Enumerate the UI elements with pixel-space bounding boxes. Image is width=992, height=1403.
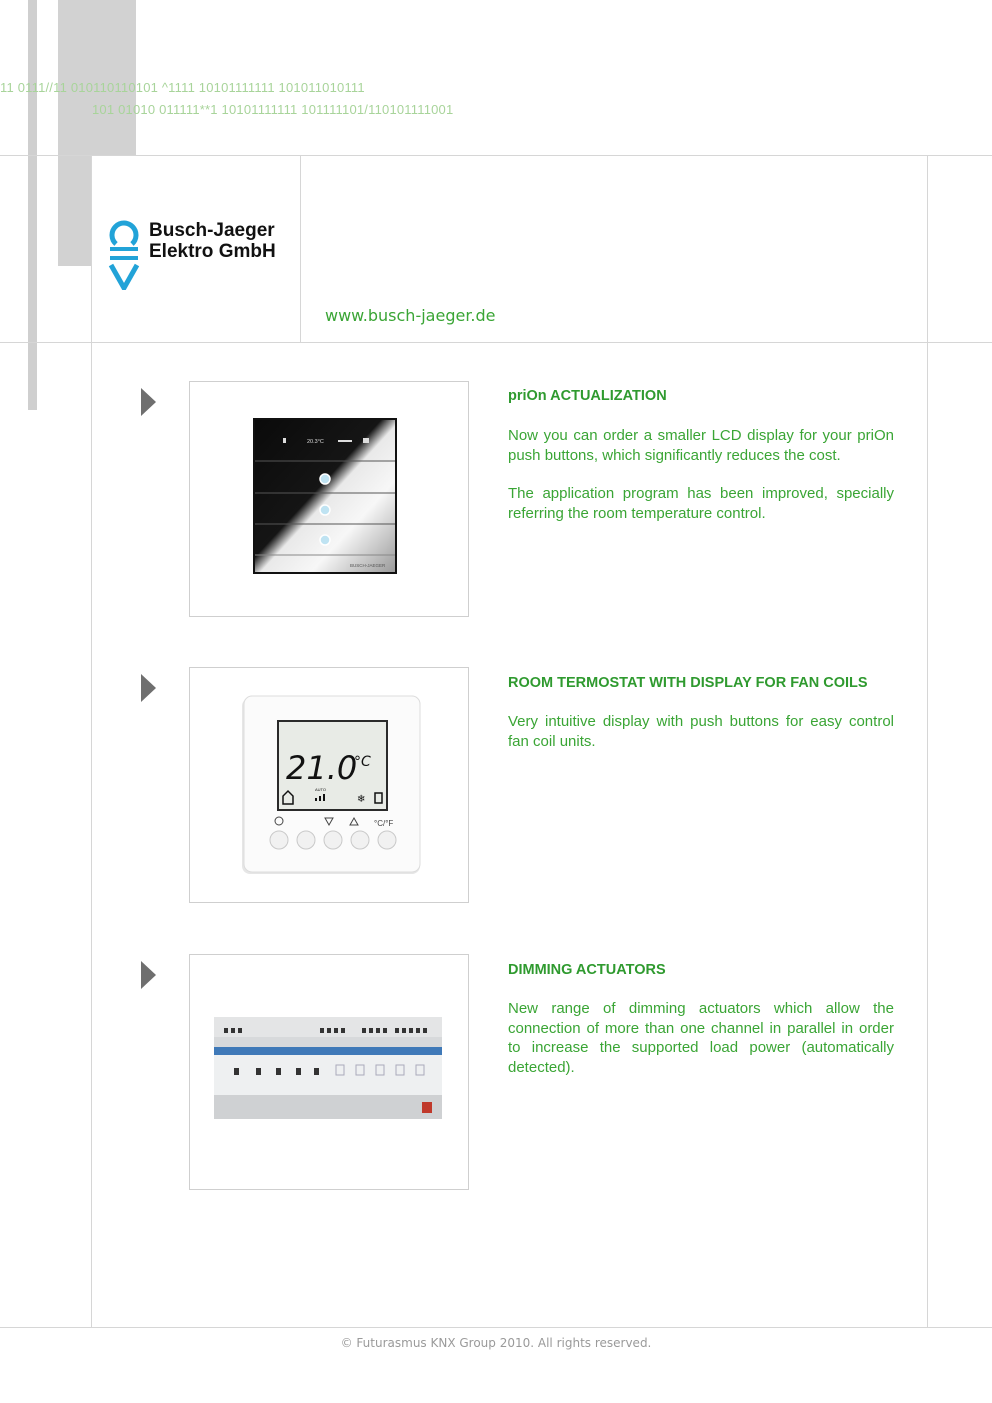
section-title-prion: priOn ACTUALIZATION [508,388,667,404]
section-paragraph: Very intuitive display with push buttons for easy control fan coil units. [508,713,894,750]
company-name-line-1: Busch-Jaeger [149,220,275,241]
thermostat-mode: AUTO [315,787,327,792]
section-body-thermostat [508,712,894,770]
room-thermostat-image [190,668,468,902]
section-arrow-icon [141,674,156,702]
decorative-bar-wide-lower [58,155,91,266]
section-arrow-icon [141,961,156,989]
header-divider-bottom [0,342,992,343]
thermostat-temperature: 21.0 [286,749,358,787]
dimming-actuator-image [190,955,468,1189]
footer-copyright: © Futurasmus KNX Group 2010. All rights reserved. [340,1336,652,1350]
section-title-thermostat: ROOM TERMOSTAT WITH DISPLAY FOR FAN COILS [508,675,868,691]
prion-push-button-image [190,382,468,616]
header-divider-top [0,155,992,156]
section-paragraph: New range of dimming actuators which allow the connection of more than one channel in parallel in order to increase the supported load power (automatically detected). [508,1000,894,1076]
company-name [149,220,276,262]
section-paragraph: The application program has been improved, specially referring the room temperature control. [508,485,894,522]
svg-text:❄: ❄ [357,794,366,805]
frame-right-line [927,155,928,1327]
website-link[interactable]: www.busch-jaeger.de [325,306,496,325]
section-title-dimming: DIMMING ACTUATORS [508,962,666,978]
company-name-line-2: Elektro GmbH [149,241,276,262]
section-arrow-icon [141,388,156,416]
footer-divider [0,1327,992,1328]
section-paragraph: Now you can order a smaller LCD display for your priOn push buttons, which significantly reduces the cost. [508,427,894,464]
decorative-bar-wide [58,0,136,155]
product-image-frame [189,381,469,617]
thermostat-unit: °C [354,754,371,770]
prion-brand-label: BUSCH-JAEGER [350,563,386,568]
busch-jaeger-logo-icon [108,218,140,290]
decorative-bar-thin [28,0,37,410]
prion-display-temp: 20.3°C [307,439,324,445]
binary-decoration-1: 11 0111//11 010110110101 ^1111 10101111111 101011010111 [0,80,365,95]
binary-decoration-2: 101 01010 011111**1 10101111111 101111101/110101111001 [92,102,454,117]
product-image-frame [189,954,469,1190]
product-image-frame [189,667,469,903]
section-body-dimming [508,999,894,1096]
thermostat-unit-switch: °C/°F [374,819,394,828]
frame-left-line [91,155,92,1327]
header-column-divider [300,155,301,342]
section-body-prion [508,426,894,542]
